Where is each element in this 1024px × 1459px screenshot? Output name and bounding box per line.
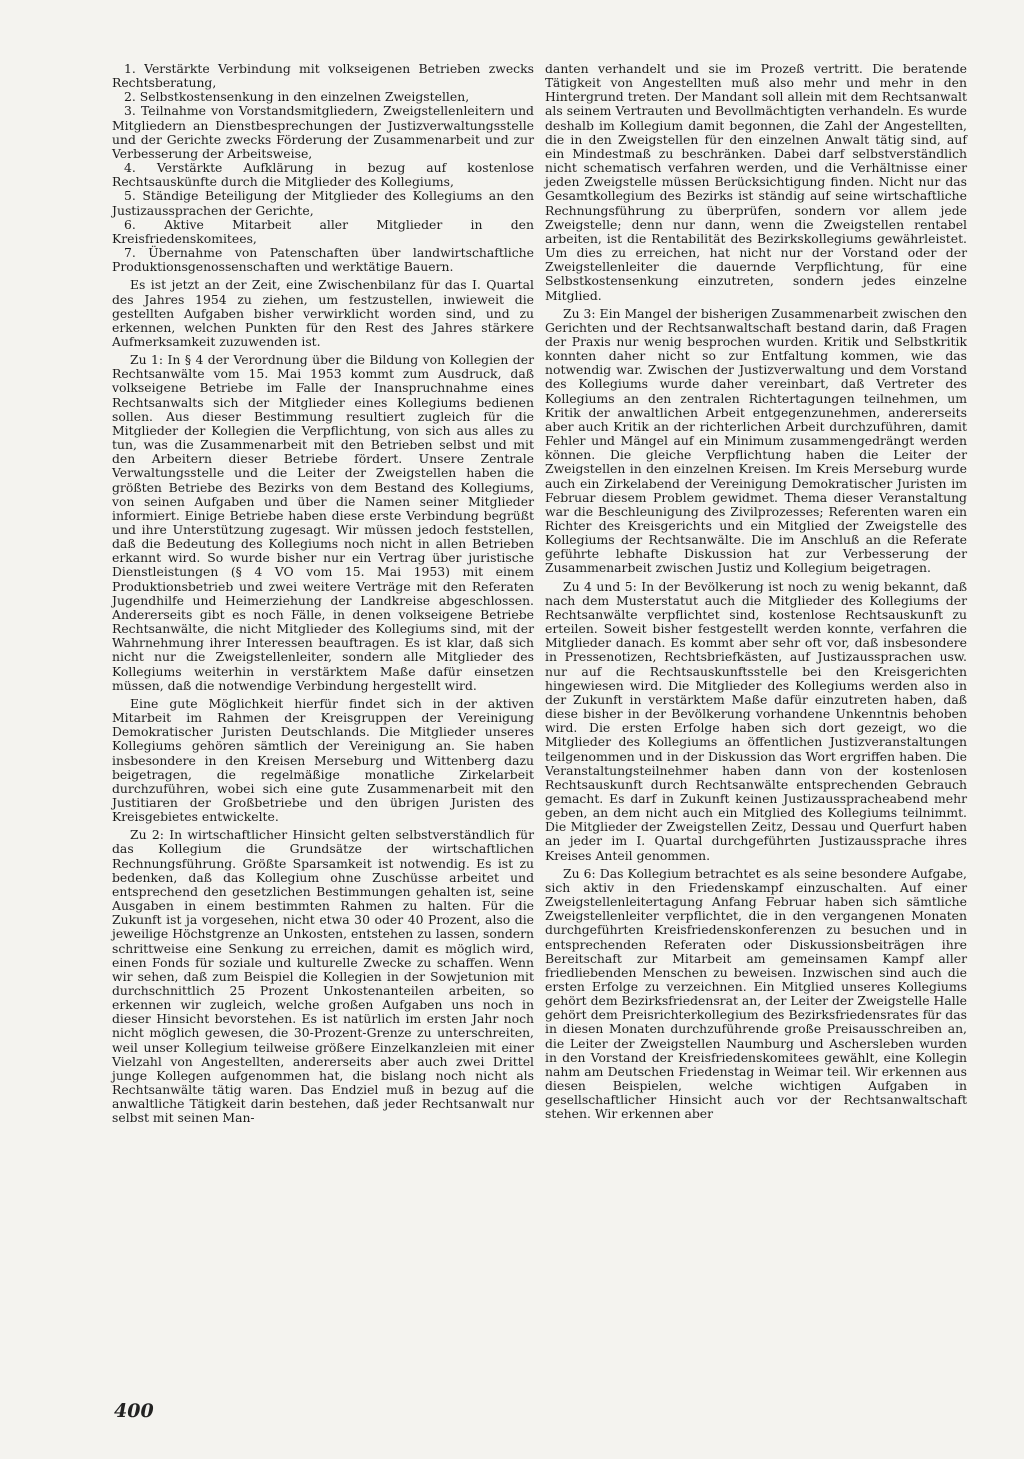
paragraph: Zu 3: Ein Mangel der bisherigen Zusammenarbeit zwischen den Gerichten und der Rechtsanwaltschaft bestand darin, daß Fragen der Praxis nur wenig besprochen wurden. Kritik und Selbstkritik konnten daher nicht so zur Entfaltung kommen, wie das notwendig war. Zwischen der Justizverwaltung und dem Vorstand des Kollegiums wurde daher vereinbart, daß Vertreter des Kollegiums an den zentralen Richtertagungen teilnehmen, um Kritik der anwaltlichen Arbeit entgegenzunehmen, andererseits aber auch Kritik an der richterlichen Arbeit durchzuführen, damit Fehler und Mängel auf ein Minimum zusammengedrängt werden können. Die gleiche Verpflichtung haben die Leiter der Zweigstellen in den einzelnen Kreisen. Im Kreis Merseburg wurde auch ein Zirkelabend der Vereinigung Demokratischer Juristen im Februar diesem Problem gewidmet. Thema dieser Veranstaltung war die Beschleunigung des Zivilprozesses; Referenten waren ein Richter des Kreisgerichts und ein Mitglied der Zweigstelle des Kollegiums der Rechtsanwälte. Die im Anschluß an die Referate geführte lebhafte Diskussion hat zur Verbesserung der Zusammenarbeit zwischen Justiz und Kollegium beigetragen. [545,305,967,576]
paragraph: danten verhandelt und sie im Prozeß vertritt. Die beratende Tätigkeit von Angestellten muß also mehr und mehr in den Hintergrund treten. Der Mandant soll allein mit dem Rechtsanwalt als seinem Vertrauten und Bevollmächtigten verhandeln. Es wurde deshalb im Kollegium damit begonnen, die Zahl der Angestellten, die in den Zweigstellen für den einzelnen Anwalt tätig sind, auf ein Mindestmaß zu beschränken. Dabei darf selbstverständlich nicht schematisch verfahren werden, und die Verhältnisse einer jeden Zweigstelle müssen Berücksichtigung finden. Nicht nur das Gesamtkollegium des Bezirks ist ständig auf seine wirtschaftliche Rechnungsführung zu überprüfen, sondern vor allem jede Zweigstelle; denn nur dann, wenn die Zweigstellen rentabel arbeiten, ist die Rentabilität des Bezirkskollegiums gewährleistet. Um dies zu erreichen, hat nicht nur der Vorstand oder der Zweigstellenleiter die dauernde Verpflichtung, für eine Selbstkostensenkung einzutreten, sondern jedes einzelne Mitglied. [545,61,967,303]
paragraph: Zu 4 und 5: In der Bevölkerung ist noch zu wenig bekannt, daß nach dem Musterstatut auch die Mitglieder des Kollegiums der Rechtsanwälte verpflichtet sind, kostenlose Rechtsauskunft zu erteilen. Soweit bisher festgestellt werden konnte, verfahren die Mitglieder danach. Es kommt aber sehr oft vor, daß insbesondere in Pressenotizen, Rechtsbriefkästen, auf Justizaussprachen usw. nur auf die Rechtsauskunftsstelle bei den Kreisgerichten hingewiesen wird. Die Mitglieder des Kollegiums werden also in der Zukunft in verstärktem Maße dafür einzutreten haben, daß diese bisher in der Bevölkerung vorhandene Unkenntnis behoben wird. Die ersten Erfolge haben sich dort gezeigt, wo die Mitglieder des Kollegiums an öffentlichen Justizveranstaltungen teilgenommen und in der Diskussion das Wort ergriffen haben. Die Veranstaltungsteilnehmer haben dann von der kostenlosen Rechtsauskunft durch Rechtsanwälte entsprechenden Gebrauch gemacht. Es darf in Zukunft keinen Justizausspracheabend mehr geben, an dem nicht auch ein Mitglied des Kollegiums teilnimmt. Die Mitglieder der Zweigstellen Zeitz, Dessau und Querfurt haben an jeder im I. Quartal durchgeführten Justizaussprache ihres Kreises Anteil genommen. [545,578,967,863]
list-item: 3. Teilnahme von Vorstandsmitgliedern, Zweigstellenleitern und Mitgliedern an Dienstbesprechungen der Justizverwaltungsstelle und der Gerichte zwecks Förderung der Zusammenarbeit und zur Verbesserung der Arbeitsweise, [112,103,534,161]
list-item: 1. Verstärkte Verbindung mit volkseigenen Betrieben zwecks Rechtsberatung, [112,61,534,91]
right-column [545,62,967,1122]
paragraph: Es ist jetzt an der Zeit, eine Zwischenbilanz für das I. Quartal des Jahres 1954 zu ziehen, um festzustellen, inwieweit die gestellten Aufgaben bisher verwirklicht worden sind, und zu erkennen, welchen Punkten für den Rest des Jahres stärkere Aufmerksamkeit zuzuwenden ist. [112,277,534,349]
paragraph: Zu 1: In § 4 der Verordnung über die Bildung von Kollegien der Rechtsanwälte vom 15. Mai 1953 kommt zum Ausdruck, daß volkseigene Betriebe im Falle der Inanspruchnahme eines Rechtsanwalts sich der Mitglieder eines Kollegiums bedienen sollen. Aus dieser Bestimmung resultiert zugleich für die Mitglieder der Kollegien die Verpflichtung, von sich aus alles zu tun, was die Zusammenarbeit mit den Betrieben selbst und mit den Arbeitern dieser Betriebe fördert. Unsere Zentrale Verwaltungsstelle und die Leiter der Zweigstellen haben die größten Betriebe des Bezirks von dem Bestand des Kollegiums, von seinen Aufgaben und über die Namen seiner Mitglieder informiert. Einige Betriebe haben diese erste Verbindung begrüßt und ihre Unterstützung zugesagt. Wir müssen jedoch feststellen, daß die Bedeutung des Kollegiums noch nicht in allen Betrieben erkannt wird. So wurde bisher nur ein Vertrag über juristische Dienstleistungen (§ 4 VO vom 15. Mai 1953) mit einem Produktionsbetrieb und zwei weitere Verträge mit den Referaten Jugendhilfe und Heimerziehung der Landkreise abgeschlossen. Andererseits gibt es noch Fälle, in denen volkseigene Betriebe Rechtsanwälte, die nicht Mitglieder des Kollegiums sind, mit der Wahrnehmung ihrer Interessen beauftragen. Es ist klar, daß sich nicht nur die Zweigstellenleiter, sondern alle Mitglieder des Kollegiums weiterhin in verstärktem Maße dafür einsetzen müssen, daß die notwendige Verbindung hergestellt wird. [112,352,534,693]
list-item: 7. Übernahme von Patenschaften über landwirtschaftliche Produktionsgenossenschaften und werktätige Bauern. [112,245,534,275]
list-item: 2. Selbstkostensenkung in den einzelnen Zweigstellen, [124,89,470,105]
page-number: 400 [114,1400,154,1422]
paragraph: Eine gute Möglichkeit hierfür findet sich in der aktiven Mitarbeit im Rahmen der Kreisgruppen der Vereinigung Demokratischer Juristen Deutschlands. Die Mitglieder unseres Kollegiums gehören sämtlich der Vereinigung an. Sie haben insbesondere in den Kreisen Merseburg und Wittenberg dazu beigetragen, die regelmäßige monatliche Zirkelarbeit durchzuführen, wobei sich eine gute Zusammenarbeit mit den Justitiaren der Großbetriebe und den übrigen Juristen des Kreisgebietes entwickelte. [112,695,534,825]
list-item: 4. Verstärkte Aufklärung in bezug auf kostenlose Rechtsauskünfte durch die Mitglieder des Kollegiums, [112,160,534,190]
paragraph: Zu 6: Das Kollegium betrachtet es als seine besondere Aufgabe, sich aktiv in den Friedenskampf einzuschalten. Auf einer Zweigstellenleitertagung Anfang Februar haben sich sämtliche Zweigstellenleiter verpflichtet, die in den vergangenen Monaten durchgeführten Kreisfriedenskonferenzen zu besuchen und in entsprechenden Referaten oder Diskussionsbeiträgen ihre Bereitschaft zur Mitarbeit am gemeinsamen Kampf aller friedliebenden Menschen zu beweisen. Inzwischen sind auch die ersten Erfolge zu verzeichnen. Ein Mitglied unseres Kollegiums gehört dem Bezirksfriedensrat an, der Leiter der Zweigstelle Halle gehört dem Preisrichterkollegium des Bezirksfriedensrates für das in diesen Monaten durchzuführende große Preisausschreiben an, die Leiter der Zweigstellen Naumburg und Aschersleben wurden in den Vorstand der Kreisfriedenskomitees gewählt, eine Kollegin nahm am Deutschen Friedenstag in Weimar teil. Wir erkennen aus diesen Beispielen, welche wichtigen Aufgaben in gesellschaftlicher Hinsicht auch vor der Rechtsanwaltschaft stehen. Wir erkennen aber [545,865,967,1122]
list-item: 5. Ständige Beteiligung der Mitglieder des Kollegiums an den Justizaussprachen der Gerichte, [112,188,534,218]
paragraph: Zu 2: In wirtschaftlicher Hinsicht gelten selbstverständlich für das Kollegium die Grundsätze der wirtschaftlichen Rechnungsführung. Größte Sparsamkeit ist notwendig. Es ist zu bedenken, daß das Kollegium ohne Zuschüsse arbeitet und entsprechend den gesetzlichen Bestimmungen gehalten ist, seine Ausgaben in einem bestimmten Rahmen zu halten. Für die Zukunft ist ja vorgesehen, nicht etwa 30 oder 40 Prozent, also die jeweilige Höchstgrenze an Unkosten, entstehen zu lassen, sondern schrittweise eine Senkung zu erreichen, damit es möglich wird, einen Fonds für soziale und kulturelle Zwecke zu schaffen. Wenn wir sehen, daß zum Beispiel die Kollegien in der Sowjetunion mit durchschnittlich 25 Prozent Unkostenanteilen arbeiten, so erkennen wir zugleich, welche großen Aufgaben uns noch in dieser Hinsicht bevorstehen. Es ist natürlich im ersten Jahr noch nicht möglich gewesen, die 30-Prozent-Grenze zu unterschreiten, weil unser Kollegium teilweise größere Einzelkanzleien mit einer Vielzahl von Angestellten, andererseits aber auch zwei Drittel junge Kollegen aufgenommen hat, die bislang noch nicht als Rechtsanwälte tätig waren. Das Endziel muß in bezug auf die anwaltliche Tätigkeit darin bestehen, daß jeder Rechtsanwalt nur selbst mit seinen Man- [112,827,534,1126]
list-item: 6. Aktive Mitarbeit aller Mitglieder in den Kreisfriedenskomitees, [112,216,534,246]
left-column [112,62,534,1126]
